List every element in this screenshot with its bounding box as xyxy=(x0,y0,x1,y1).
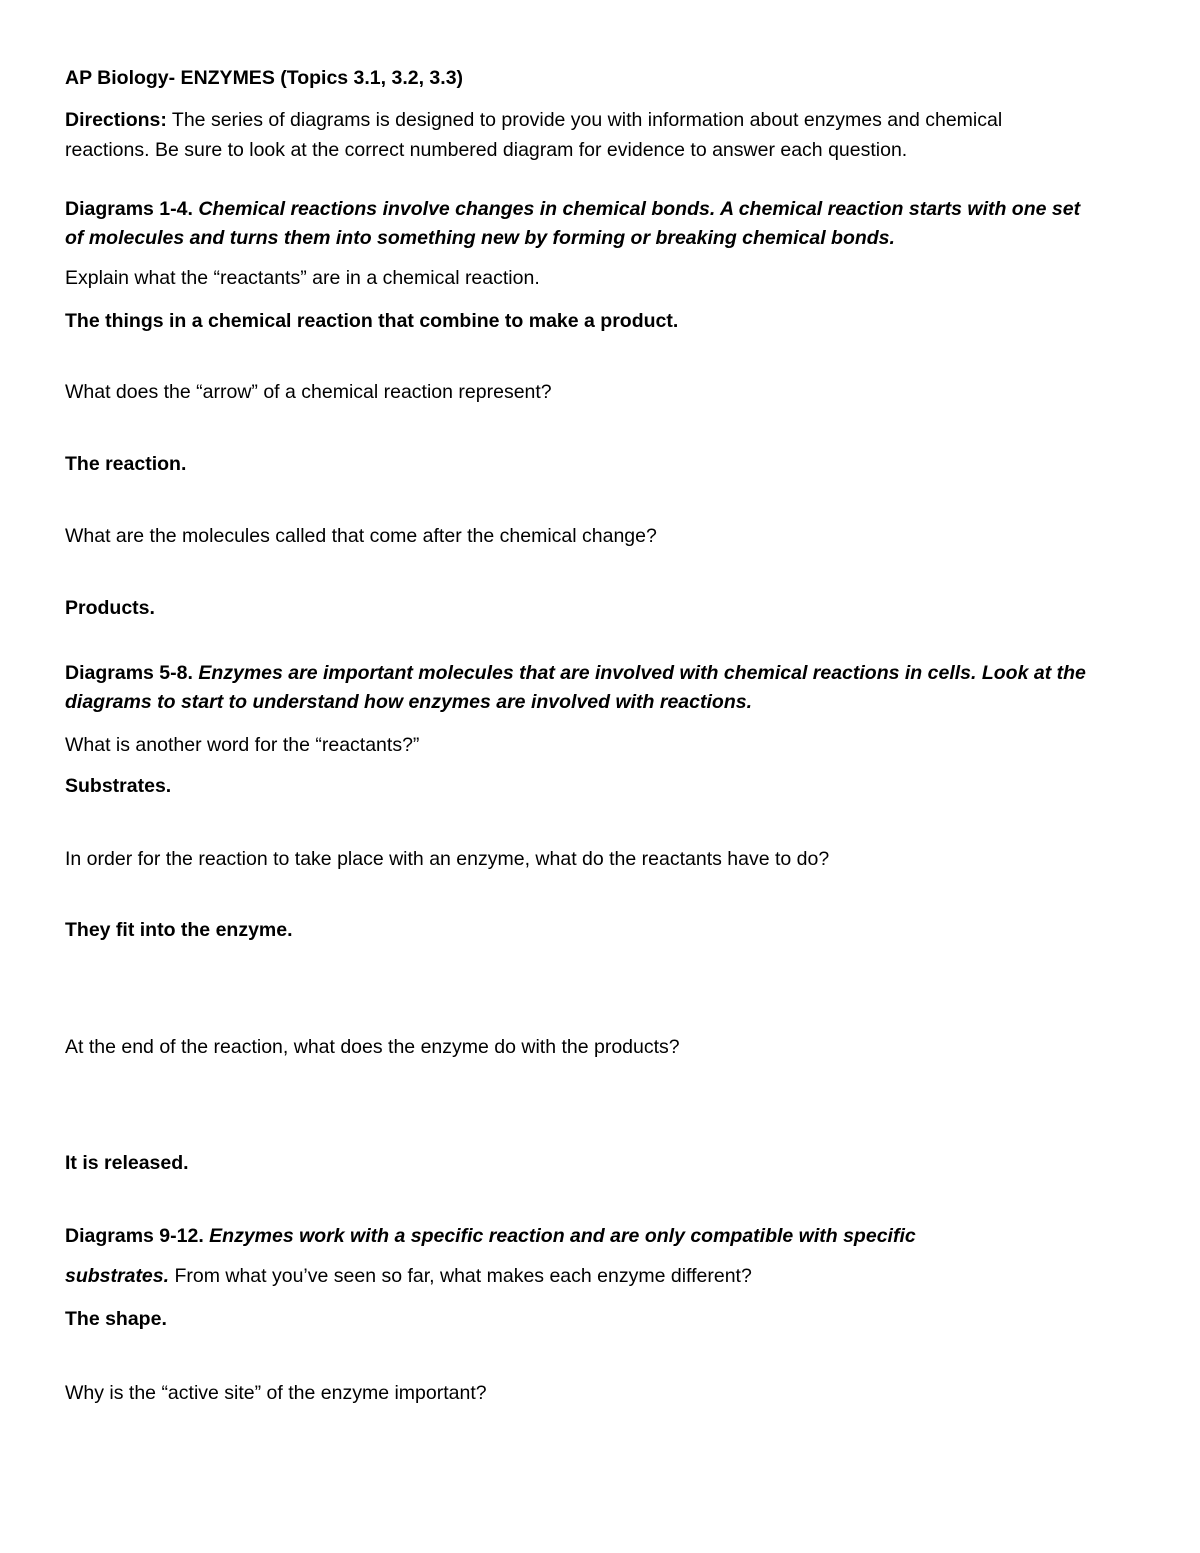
section2-label: Diagrams 5-8. xyxy=(65,662,193,684)
section2-answer-1: Substrates. xyxy=(65,775,172,797)
directions-line-2: reactions. Be sure to look at the correct numbered diagram for evidence to answer each question. xyxy=(65,139,908,161)
section1-intro-line-1 xyxy=(65,197,1080,221)
section3-question-2: Why is the “active site” of the enzyme important? xyxy=(65,1382,487,1404)
section1-intro-text-1: Chemical reactions involve changes in chemical bonds. A chemical reaction starts with one set xyxy=(192,198,1081,220)
directions-line-1 xyxy=(65,108,1002,132)
section1-question-1: Explain what the “reactants” are in a chemical reaction. xyxy=(65,267,540,289)
section2-answer-2: They fit into the enzyme. xyxy=(65,919,293,941)
section1-question-2: What does the “arrow” of a chemical reaction represent? xyxy=(65,381,552,403)
section2-question-1: What is another word for the “reactants?” xyxy=(65,734,420,756)
section1-label: Diagrams 1-4. xyxy=(65,198,193,220)
section2-intro-text-1: Enzymes are important molecules that are involved with chemical reactions in cells. Look at the xyxy=(192,662,1086,684)
section3-intro-text-1: Enzymes work with a specific reaction and are only compatible with specific xyxy=(203,1225,916,1247)
section2-intro-line-1 xyxy=(65,661,1086,685)
section2-intro-line-2: diagrams to start to understand how enzymes are involved with reactions. xyxy=(65,691,752,713)
section1-intro-line-2: of molecules and turns them into something new by forming or breaking chemical bonds. xyxy=(65,227,895,249)
section2-answer-3: It is released. xyxy=(65,1152,189,1174)
section3-answer-1: The shape. xyxy=(65,1308,167,1330)
section2-question-3: At the end of the reaction, what does the enzyme do with the products? xyxy=(65,1036,680,1058)
section3-intro-line-1 xyxy=(65,1224,916,1248)
section2-question-2: In order for the reaction to take place with an enzyme, what do the reactants have to do? xyxy=(65,848,830,870)
directions-label: Directions: xyxy=(65,109,167,131)
section1-question-3: What are the molecules called that come after the chemical change? xyxy=(65,525,657,547)
section1-answer-1: The things in a chemical reaction that combine to make a product. xyxy=(65,310,679,332)
section1-answer-2: The reaction. xyxy=(65,453,187,475)
section3-question-1: From what you’ve seen so far, what makes each enzyme different? xyxy=(169,1265,752,1287)
page-title: AP Biology- ENZYMES (Topics 3.1, 3.2, 3.3) xyxy=(65,67,464,89)
section3-intro-italic: substrates. xyxy=(65,1265,170,1287)
section1-answer-3: Products. xyxy=(65,597,155,619)
section3-label: Diagrams 9-12. xyxy=(65,1225,204,1247)
directions-text-1: The series of diagrams is designed to provide you with information about enzymes and chemical xyxy=(166,109,1003,131)
section3-intro-line-2 xyxy=(65,1264,752,1288)
